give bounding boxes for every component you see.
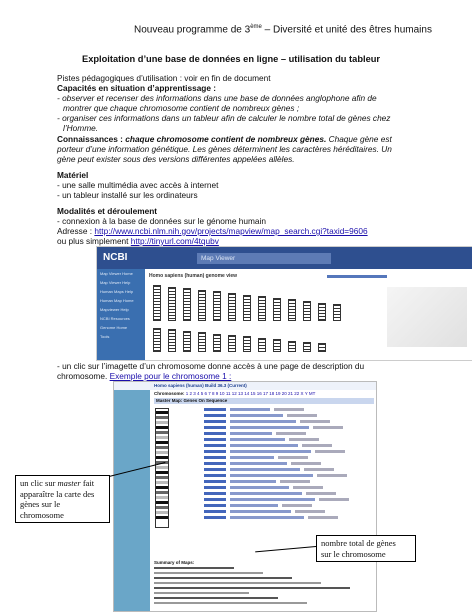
chromosome-page-screenshot[interactable] — [113, 381, 377, 612]
top-links — [327, 275, 387, 278]
callout-master-line2: apparaître la carte des — [20, 488, 95, 499]
gene-row[interactable] — [204, 492, 374, 495]
adresse-label: Adresse : — [57, 226, 95, 236]
summary-row — [154, 592, 249, 594]
master-map-label: Master Map: Genes On Sequence — [156, 398, 228, 403]
capacites-item: - organiser ces informations dans un tableur afin de calculer le nombre total de gènes chez — [57, 113, 391, 123]
gene-row[interactable] — [204, 462, 374, 465]
clic-text: chromosome. — [57, 371, 110, 381]
summary-row — [154, 577, 292, 579]
gene-row[interactable] — [204, 438, 374, 441]
ideogram-band — [156, 441, 168, 444]
ideogram-band — [156, 451, 168, 454]
adresse-line — [57, 226, 368, 236]
connaissances-rest: Chaque gène est — [326, 134, 392, 144]
chromosome-thumbnail[interactable] — [183, 288, 191, 321]
ideogram-band — [156, 506, 168, 509]
chromosome-thumbnail[interactable] — [228, 335, 236, 352]
ideogram-band — [156, 426, 168, 429]
ideogram-band — [156, 476, 168, 479]
page-header — [134, 24, 432, 35]
intro-text: Pistes pédagogiques d’utilisation : voir en fin de document — [57, 73, 271, 83]
ideogram-band — [156, 511, 168, 514]
summary-row — [154, 602, 307, 604]
simple-label: ou plus simplement — [57, 236, 131, 246]
callout-total — [316, 535, 416, 562]
summary-row — [154, 587, 350, 589]
summary-row — [154, 582, 321, 584]
chromosome-row — [153, 324, 353, 352]
modalites-heading: Modalités et déroulement — [57, 206, 158, 216]
simple-line — [57, 236, 219, 246]
gene-row[interactable] — [204, 498, 374, 501]
ideogram-band — [156, 446, 168, 449]
ideogram-band — [156, 416, 168, 419]
summary-row — [154, 597, 278, 599]
gene-row[interactable] — [204, 468, 374, 471]
page-title: Exploitation d’une base de données en ligne – utilisation du tableur — [82, 54, 381, 64]
chromosome-ideogram[interactable] — [155, 408, 169, 528]
adresse-link[interactable]: http://www.ncbi.nlm.nih.gov/projects/mapview/map_search.cgi?taxid=9606 — [94, 226, 368, 236]
capacites-item: l’Homme. — [63, 123, 99, 133]
gene-row[interactable] — [204, 510, 374, 513]
ideogram-band — [156, 516, 168, 519]
materiel-item: - un tableur installé sur les ordinateurs — [57, 190, 198, 200]
gene-row[interactable] — [204, 444, 374, 447]
gene-row[interactable] — [204, 408, 374, 411]
materiel-item: - une salle multimédia avec accès à internet — [57, 180, 219, 190]
connaissances-line3: gène peut exister sous des versions différentes appelées allèles. — [57, 154, 295, 164]
chromosome-thumbnail[interactable] — [198, 290, 206, 321]
materiel-heading: Matériel — [57, 170, 89, 180]
chromosome-thumbnail[interactable] — [318, 303, 326, 321]
chromosome-thumbnail[interactable] — [258, 338, 266, 352]
clic-line1: - un clic sur l’imagette d’un chromosome donne accès à une page de description du — [57, 361, 365, 371]
gene-row[interactable] — [204, 486, 374, 489]
clic-line2 — [57, 371, 231, 381]
chromosome-thumbnail[interactable] — [243, 295, 251, 321]
connaissances-line2: porteur d’une information génétique. Les gènes déterminent les caractères héréditaires. Un — [57, 144, 392, 154]
chromosome-thumbnail[interactable] — [258, 296, 266, 321]
chromosome-thumbnail[interactable] — [183, 331, 191, 352]
chromosome-thumbnail[interactable] — [198, 332, 206, 352]
gene-list — [204, 408, 374, 523]
chromosome-thumbnail[interactable] — [303, 342, 311, 352]
modalites-item: - connexion à la base de données sur le génome humain — [57, 216, 266, 226]
chromosome-thumbnail[interactable] — [168, 329, 176, 352]
capacites-heading: Capacités en situation d’apprentissage : — [57, 83, 217, 93]
chromosome-thumbnail[interactable] — [168, 287, 176, 321]
chromosome-thumbnail[interactable] — [318, 343, 326, 352]
chromosome-thumbnail[interactable] — [273, 298, 281, 321]
gene-row[interactable] — [204, 474, 374, 477]
sidebar-item[interactable]: Map Viewer Home — [100, 271, 133, 276]
callout-master-word: master — [57, 478, 81, 488]
chromosome-thumbnail[interactable] — [273, 339, 281, 352]
capacites-item: montrer que chaque chromosome contient de nombreux gènes ; — [63, 103, 300, 113]
gene-row[interactable] — [204, 456, 374, 459]
callout-master — [15, 475, 110, 523]
sidebar-item[interactable]: Human Map Home — [100, 298, 134, 303]
gene-row[interactable] — [204, 480, 374, 483]
left-sidebar — [114, 390, 150, 611]
chrom-links — [154, 391, 315, 396]
header-suffix: – Diversité et unité des êtres humains — [261, 24, 432, 36]
gene-row[interactable] — [204, 414, 374, 417]
chrom-link-list[interactable]: 1 2 3 4 5 6 7 8 9 10 11 12 13 14 15 16 17 18 19 20 21 22 X Y MT — [185, 391, 316, 396]
gene-row[interactable] — [204, 426, 374, 429]
sidebar-item[interactable]: Tools — [100, 334, 110, 339]
gene-row[interactable] — [204, 420, 374, 423]
connaissances-line — [57, 134, 392, 144]
chromosome-thumbnail[interactable] — [153, 285, 161, 321]
ideogram-band — [156, 471, 168, 474]
sidebar-item[interactable]: Genome Home — [100, 325, 128, 330]
genome-heading: Homo sapiens (human) genome view — [149, 273, 238, 279]
ncbi-logo: NCBI — [103, 252, 128, 263]
sidebar-item[interactable]: NCBI Resources — [100, 316, 130, 321]
gene-row[interactable] — [204, 450, 374, 453]
callout-total-line2: sur le chromosome — [321, 548, 386, 559]
summary-label: Summary of Maps: — [154, 560, 195, 565]
sidebar-item[interactable]: Human Maps Help — [100, 289, 134, 294]
chrom-page-title: Homo sapiens (human) Build 36.3 (Current) — [154, 383, 247, 388]
chromosome-thumbnail[interactable] — [228, 293, 236, 321]
connaissances-label: Connaissances : — [57, 134, 123, 144]
callout-master-line3: gènes sur le — [20, 499, 61, 509]
chromosome-thumbnail[interactable] — [153, 328, 161, 352]
callout-master-line4: chromosome — [20, 509, 64, 520]
chromosome-thumbnail[interactable] — [303, 301, 311, 321]
sidebar-item[interactable]: Mapviewer Help — [100, 307, 129, 312]
ideogram-band — [156, 436, 168, 439]
gene-row[interactable] — [204, 432, 374, 435]
callout-text: fait — [80, 478, 95, 488]
ideogram-band — [156, 466, 168, 469]
ideogram-band — [156, 456, 168, 459]
callout-total-line1: nombre total de gènes — [321, 538, 396, 548]
sidebar-item[interactable]: Map Viewer Help — [100, 280, 131, 285]
header-text: Nouveau programme de 3 — [134, 24, 251, 36]
callout-text: un clic sur — [20, 478, 58, 488]
chrom-label: Chromosome: — [154, 391, 185, 396]
chromosome-row — [153, 283, 353, 321]
banner-title: Map Viewer — [197, 253, 331, 264]
exemple-link[interactable]: Exemple pour le chromosome 1 : — [109, 371, 232, 381]
capacites-item: - observer et recenser des informations dans une base de données anglophone afin de — [57, 93, 377, 103]
decorative-figure — [387, 287, 467, 347]
chromosome-thumbnail[interactable] — [333, 304, 341, 321]
connaissances-bold: chaque chromosome contient de nombreux gènes. — [122, 134, 327, 144]
tinyurl-link[interactable]: http://tinyurl.com/4tqubv — [130, 236, 219, 246]
ideogram-band — [156, 431, 168, 434]
header-superscript: ème — [250, 24, 262, 30]
sidebar — [97, 269, 145, 360]
ideogram-band — [156, 481, 168, 484]
summary-table — [154, 567, 364, 609]
ideogram-band — [156, 421, 168, 424]
mapviewer-screenshot[interactable] — [96, 246, 472, 361]
chromosome-thumbnail[interactable] — [243, 336, 251, 352]
chromosome-thumbnail[interactable] — [288, 299, 296, 321]
chromosome-thumbnail[interactable] — [288, 341, 296, 352]
ideogram-band — [156, 411, 168, 414]
chromosome-thumbnail[interactable] — [213, 334, 221, 352]
summary-row — [154, 567, 234, 569]
gene-row[interactable] — [204, 516, 374, 519]
ideogram-band — [156, 491, 168, 494]
chromosome-thumbnail[interactable] — [213, 291, 221, 321]
ideogram-band — [156, 496, 168, 499]
callout-master-line1 — [20, 478, 105, 489]
summary-row — [154, 572, 263, 574]
ideogram-band — [156, 501, 168, 504]
ideogram-band — [156, 486, 168, 489]
gene-row[interactable] — [204, 504, 374, 507]
